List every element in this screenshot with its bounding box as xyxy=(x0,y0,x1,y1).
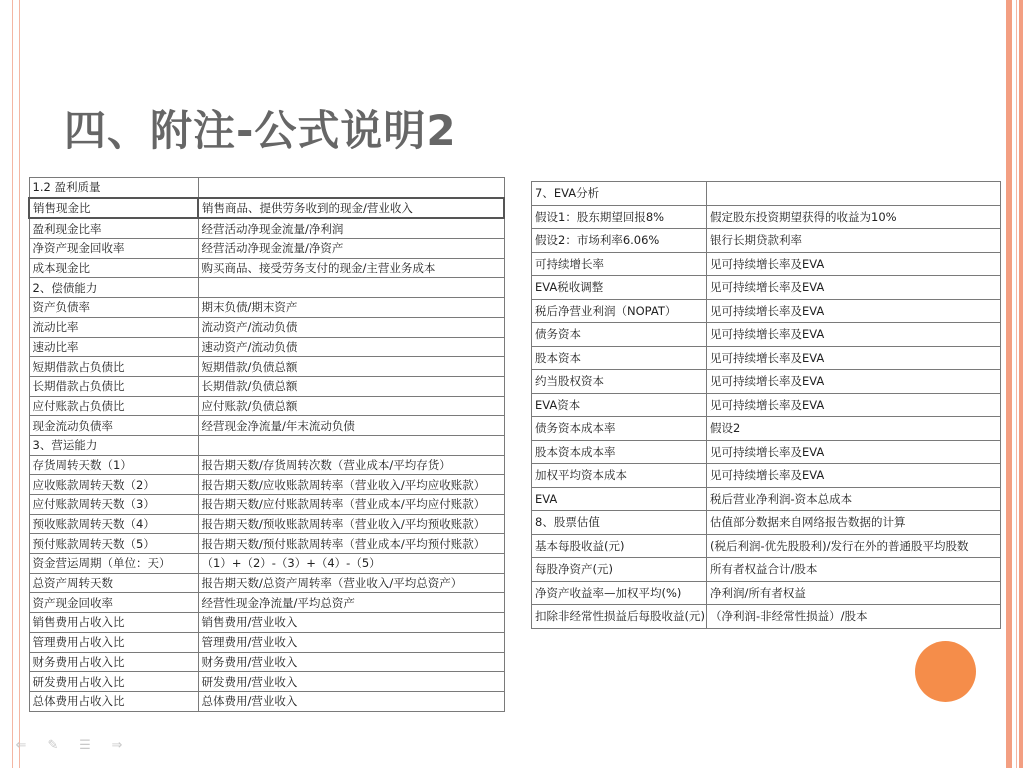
table-row xyxy=(532,464,1001,488)
formula-cell[interactable]: 销售商品、提供劳务收到的现金/营业收入 xyxy=(198,198,504,219)
metric-name-cell[interactable]: 3、营运能力 xyxy=(29,435,198,455)
table-row xyxy=(532,581,1001,605)
left-border-line-2 xyxy=(19,0,20,768)
formula-cell[interactable]: 管理费用/营业收入 xyxy=(198,632,504,652)
table-row xyxy=(29,652,504,672)
table-row xyxy=(532,182,1001,206)
metric-name-cell[interactable]: 应收账款周转天数（2） xyxy=(29,475,198,495)
formula-cell[interactable]: 长期借款/负债总额 xyxy=(198,376,504,396)
formula-cell[interactable]: 见可持续增长率及EVA xyxy=(707,464,1001,488)
metric-name-cell[interactable]: 每股净资产(元) xyxy=(532,558,707,582)
metric-name-cell[interactable]: 假设1：股东期望回报8% xyxy=(532,205,707,229)
table-row xyxy=(29,218,504,238)
metric-name-cell[interactable]: 7、EVA分析 xyxy=(532,182,707,206)
table-row xyxy=(29,593,504,613)
table-row xyxy=(29,573,504,593)
metric-name-cell[interactable]: 税后净营业利润（NOPAT） xyxy=(532,299,707,323)
formula-cell[interactable]: 报告期天数/预付账款周转率（营业成本/平均预付账款） xyxy=(198,534,504,554)
arrow-right-icon[interactable]: ⇒ xyxy=(111,738,123,753)
metric-name-cell[interactable]: 2、偿债能力 xyxy=(29,278,198,298)
decorative-circle xyxy=(915,641,976,702)
metric-name-cell[interactable]: 股本资本 xyxy=(532,346,707,370)
formula-cell[interactable]: 报告期天数/预收账款周转率（营业收入/平均预收账款） xyxy=(198,514,504,534)
formula-cell[interactable]: 税后营业净利润-资本总成本 xyxy=(707,487,1001,511)
metric-name-cell[interactable]: EVA资本 xyxy=(532,393,707,417)
table-row xyxy=(532,276,1001,300)
metric-name-cell[interactable]: 债务资本 xyxy=(532,323,707,347)
metric-name-cell[interactable]: 应付账款周转天数（3） xyxy=(29,495,198,515)
table-row xyxy=(29,435,504,455)
formula-cell[interactable]: 报告期天数/存货周转次数（营业成本/平均存货） xyxy=(198,455,504,475)
table-row xyxy=(532,229,1001,253)
formula-cell[interactable]: 见可持续增长率及EVA xyxy=(707,440,1001,464)
formula-cell[interactable]: 见可持续增长率及EVA xyxy=(707,346,1001,370)
right-border-line xyxy=(1016,0,1017,768)
formula-cell[interactable]: 速动资产/流动负债 xyxy=(198,337,504,357)
left-formula-table xyxy=(28,177,505,712)
metric-name-cell[interactable]: 研发费用占收入比 xyxy=(29,672,198,692)
menu-icon[interactable]: ☰ xyxy=(79,738,91,753)
metric-name-cell[interactable]: 流动比率 xyxy=(29,317,198,337)
metric-name-cell[interactable]: EVA税收调整 xyxy=(532,276,707,300)
table-row xyxy=(29,495,504,515)
pen-icon[interactable]: ✎ xyxy=(47,738,59,753)
table-row xyxy=(29,672,504,692)
formula-cell[interactable] xyxy=(198,435,504,455)
table-row xyxy=(532,440,1001,464)
metric-name-cell[interactable]: 债务资本成本率 xyxy=(532,417,707,441)
metric-name-cell[interactable]: 长期借款占负债比 xyxy=(29,376,198,396)
table-row xyxy=(532,205,1001,229)
formula-cell[interactable]: 购买商品、接受劳务支付的现金/主营业务成本 xyxy=(198,258,504,278)
table-row xyxy=(29,317,504,337)
metric-name-cell[interactable]: 可持续增长率 xyxy=(532,252,707,276)
formula-cell[interactable]: 见可持续增长率及EVA xyxy=(707,276,1001,300)
metric-name-cell[interactable]: EVA xyxy=(532,487,707,511)
metric-name-cell[interactable]: 1.2 盈利质量 xyxy=(29,178,198,198)
formula-cell[interactable]: 流动资产/流动负债 xyxy=(198,317,504,337)
table-row xyxy=(532,605,1001,629)
formula-cell[interactable] xyxy=(707,182,1001,206)
table-row xyxy=(532,558,1001,582)
table-row xyxy=(29,357,504,377)
table-row xyxy=(29,455,504,475)
formula-cell[interactable]: 期末负债/期末资产 xyxy=(198,298,504,318)
formula-cell[interactable]: （1）+（2）-（3）+（4）-（5） xyxy=(198,554,504,574)
metric-name-cell[interactable]: 盈利现金比率 xyxy=(29,218,198,238)
metric-name-cell[interactable]: 股本资本成本率 xyxy=(532,440,707,464)
formula-cell[interactable]: 见可持续增长率及EVA xyxy=(707,299,1001,323)
formula-cell[interactable]: 净利润/所有者权益 xyxy=(707,581,1001,605)
metric-name-cell[interactable]: 财务费用占收入比 xyxy=(29,652,198,672)
right-border-stripe-2 xyxy=(1019,0,1023,768)
formula-cell[interactable]: 财务费用/营业收入 xyxy=(198,652,504,672)
metric-name-cell[interactable]: 扣除非经常性损益后每股收益(元) xyxy=(532,605,707,629)
table-row xyxy=(29,278,504,298)
formula-cell[interactable]: 所有者权益合计/股本 xyxy=(707,558,1001,582)
table-row xyxy=(29,376,504,396)
formula-cell[interactable]: 见可持续增长率及EVA xyxy=(707,393,1001,417)
formula-cell[interactable]: 见可持续增长率及EVA xyxy=(707,252,1001,276)
formula-cell[interactable]: （净利润-非经常性损益）/股本 xyxy=(707,605,1001,629)
metric-name-cell[interactable]: 应付账款占负债比 xyxy=(29,396,198,416)
metric-name-cell[interactable]: 现金流动负债率 xyxy=(29,416,198,436)
metric-name-cell[interactable]: 基本每股收益(元) xyxy=(532,534,707,558)
table-row xyxy=(29,198,504,219)
table-row xyxy=(532,393,1001,417)
table-row xyxy=(29,632,504,652)
table-row xyxy=(29,416,504,436)
table-row xyxy=(29,239,504,259)
metric-name-cell[interactable]: 预付账款周转天数（5） xyxy=(29,534,198,554)
formula-cell[interactable]: 见可持续增长率及EVA xyxy=(707,370,1001,394)
table-row xyxy=(29,554,504,574)
formula-cell[interactable]: 经营活动净现金流量/净利润 xyxy=(198,218,504,238)
metric-name-cell[interactable]: 成本现金比 xyxy=(29,258,198,278)
metric-name-cell[interactable]: 资金营运周期（单位：天） xyxy=(29,554,198,574)
formula-cell[interactable]: 假设2 xyxy=(707,417,1001,441)
metric-name-cell[interactable]: 销售现金比 xyxy=(29,198,198,219)
right-formula-table xyxy=(531,181,1001,629)
table-row xyxy=(532,252,1001,276)
arrow-left-icon[interactable]: ⇐ xyxy=(15,738,27,753)
table-row xyxy=(29,178,504,198)
formula-cell[interactable]: 报告期天数/总资产周转率（营业收入/平均总资产） xyxy=(198,573,504,593)
table-row xyxy=(532,511,1001,535)
formula-cell[interactable]: 经营性现金净流量/平均总资产 xyxy=(198,593,504,613)
table-row xyxy=(29,396,504,416)
formula-cell[interactable]: (税后利润-优先股股利)/发行在外的普通股平均股数 xyxy=(707,534,1001,558)
table-row xyxy=(532,370,1001,394)
metric-name-cell[interactable]: 净资产现金回收率 xyxy=(29,239,198,259)
formula-cell[interactable]: 经营现金净流量/年末流动负债 xyxy=(198,416,504,436)
table-row xyxy=(29,258,504,278)
slide-nav xyxy=(12,738,126,753)
formula-cell[interactable]: 短期借款/负债总额 xyxy=(198,357,504,377)
metric-name-cell[interactable]: 预收账款周转天数（4） xyxy=(29,514,198,534)
table-row xyxy=(532,417,1001,441)
right-border-stripe xyxy=(1006,0,1012,768)
table-row xyxy=(29,613,504,633)
metric-name-cell[interactable]: 销售费用占收入比 xyxy=(29,613,198,633)
metric-name-cell[interactable]: 资产现金回收率 xyxy=(29,593,198,613)
metric-name-cell[interactable]: 速动比率 xyxy=(29,337,198,357)
metric-name-cell[interactable]: 假设2：市场利率6.06% xyxy=(532,229,707,253)
formula-cell[interactable]: 报告期天数/应付账款周转率（营业成本/平均应付账款） xyxy=(198,495,504,515)
formula-cell[interactable] xyxy=(198,278,504,298)
table-row xyxy=(532,487,1001,511)
metric-name-cell[interactable]: 加权平均资本成本 xyxy=(532,464,707,488)
left-border-line xyxy=(12,0,13,768)
table-row xyxy=(29,298,504,318)
table-row xyxy=(29,475,504,495)
formula-cell[interactable]: 见可持续增长率及EVA xyxy=(707,323,1001,347)
table-row xyxy=(532,299,1001,323)
table-row xyxy=(532,534,1001,558)
formula-cell[interactable]: 估值部分数据来自网络报告数据的计算 xyxy=(707,511,1001,535)
metric-name-cell[interactable]: 资产负债率 xyxy=(29,298,198,318)
table-row xyxy=(532,346,1001,370)
formula-cell[interactable] xyxy=(198,178,504,198)
metric-name-cell[interactable]: 管理费用占收入比 xyxy=(29,632,198,652)
table-row xyxy=(29,534,504,554)
formula-cell[interactable]: 总体费用/营业收入 xyxy=(198,691,504,711)
formula-cell[interactable]: 银行长期贷款利率 xyxy=(707,229,1001,253)
formula-cell[interactable]: 研发费用/营业收入 xyxy=(198,672,504,692)
metric-name-cell[interactable]: 总体费用占收入比 xyxy=(29,691,198,711)
formula-cell[interactable]: 假定股东投资期望获得的收益为10% xyxy=(707,205,1001,229)
formula-cell[interactable]: 销售费用/营业收入 xyxy=(198,613,504,633)
metric-name-cell[interactable]: 约当股权资本 xyxy=(532,370,707,394)
formula-cell[interactable]: 经营活动净现金流量/净资产 xyxy=(198,239,504,259)
metric-name-cell[interactable]: 总资产周转天数 xyxy=(29,573,198,593)
table-row xyxy=(29,514,504,534)
slide-title: 四、附注-公式说明2 xyxy=(64,106,457,155)
metric-name-cell[interactable]: 8、股票估值 xyxy=(532,511,707,535)
formula-cell[interactable]: 应付账款/负债总额 xyxy=(198,396,504,416)
table-row xyxy=(532,323,1001,347)
metric-name-cell[interactable]: 短期借款占负债比 xyxy=(29,357,198,377)
metric-name-cell[interactable]: 净资产收益率—加权平均(%) xyxy=(532,581,707,605)
metric-name-cell[interactable]: 存货周转天数（1） xyxy=(29,455,198,475)
table-row xyxy=(29,691,504,711)
formula-cell[interactable]: 报告期天数/应收账款周转率（营业收入/平均应收账款） xyxy=(198,475,504,495)
table-row xyxy=(29,337,504,357)
